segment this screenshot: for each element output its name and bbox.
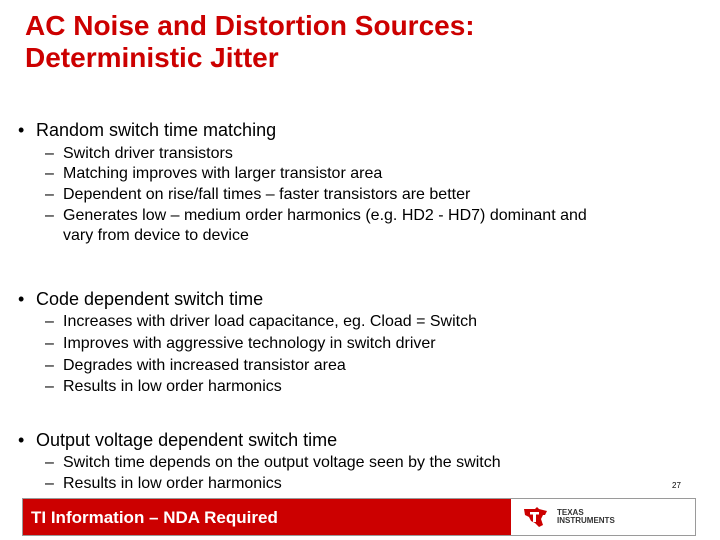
list-item-text: Dependent on rise/fall times – faster transistors are better bbox=[63, 186, 471, 203]
list-item bbox=[45, 206, 665, 226]
list-item bbox=[45, 144, 665, 164]
list-item-text: Increases with driver load capacitance, eg. Cload = Switch bbox=[63, 313, 477, 330]
dash-glyph: – bbox=[45, 378, 54, 395]
list-item-text: Results in low order harmonics bbox=[63, 475, 282, 492]
slide-title-line-1: AC Noise and Distortion Sources: bbox=[25, 10, 475, 41]
dash-glyph: – bbox=[45, 165, 54, 182]
slide-title-line-2: Deterministic Jitter bbox=[25, 42, 279, 73]
list-item bbox=[45, 312, 665, 332]
ti-logo bbox=[521, 505, 621, 529]
section-heading-output-voltage bbox=[18, 430, 337, 450]
slide-title bbox=[25, 10, 685, 74]
dash-glyph: – bbox=[45, 207, 54, 224]
dash-glyph: – bbox=[45, 335, 54, 352]
section-heading-text: Random switch time matching bbox=[36, 120, 277, 140]
nda-notice: TI Information – NDA Required bbox=[31, 508, 278, 527]
list-item bbox=[45, 185, 665, 205]
bullet-glyph: • bbox=[18, 430, 25, 450]
list-item bbox=[45, 334, 665, 354]
list-item-text: Degrades with increased transistor area bbox=[63, 357, 346, 374]
list-item-continuation bbox=[45, 226, 665, 246]
list-item-text: Results in low order harmonics bbox=[63, 378, 282, 395]
dash-glyph: – bbox=[45, 145, 54, 162]
section-heading-code-dependent bbox=[18, 289, 263, 309]
dash-glyph: – bbox=[45, 186, 54, 203]
section-heading-text: Output voltage dependent switch time bbox=[36, 430, 338, 450]
logo-line-2: INSTRUMENTS bbox=[557, 516, 615, 525]
dash-glyph: – bbox=[45, 454, 54, 471]
page-number: 27 bbox=[672, 481, 681, 490]
list-item bbox=[45, 164, 665, 184]
list-item bbox=[45, 474, 665, 494]
dash-glyph: – bbox=[45, 357, 54, 374]
list-item-text: Improves with aggressive technology in switch driver bbox=[63, 335, 436, 352]
list-item-text: Matching improves with larger transistor area bbox=[63, 165, 383, 182]
list-item bbox=[45, 377, 665, 397]
dash-glyph: – bbox=[45, 475, 54, 492]
section-heading-random-switch bbox=[18, 120, 276, 140]
list-item bbox=[45, 356, 665, 376]
list-item-text: Switch driver transistors bbox=[63, 145, 233, 162]
bullet-glyph: • bbox=[18, 120, 25, 140]
list-item bbox=[45, 453, 665, 473]
dash-glyph: – bbox=[45, 313, 54, 330]
list-item-text: Generates low – medium order harmonics (e.g. HD2 - HD7) dominant and bbox=[63, 207, 587, 224]
footer-notice-band bbox=[23, 499, 511, 535]
logo-line-1: TEXAS bbox=[557, 508, 584, 517]
list-item-text: Switch time depends on the output voltage seen by the switch bbox=[63, 454, 501, 471]
bullet-glyph: • bbox=[18, 289, 25, 309]
footer-bar bbox=[22, 498, 696, 536]
list-item-text: vary from device to device bbox=[63, 227, 249, 244]
texas-instruments-logo-icon bbox=[521, 505, 551, 529]
section-heading-text: Code dependent switch time bbox=[36, 289, 264, 309]
logo-wordmark bbox=[557, 509, 615, 525]
